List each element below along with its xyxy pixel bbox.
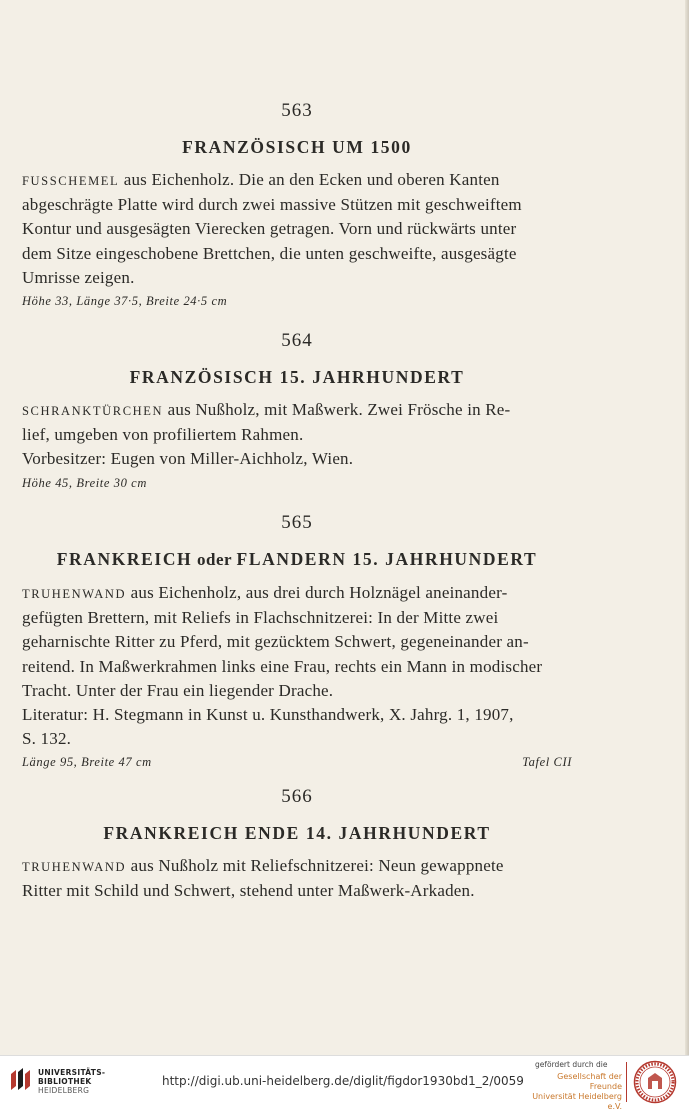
entry-number: 566 xyxy=(281,786,313,807)
description-line: Tracht. Unter der Frau ein liegender Drache. xyxy=(22,680,334,700)
university-library-logo-icon xyxy=(8,1066,34,1094)
sponsor-label: gefördert durch die xyxy=(535,1060,608,1069)
dimensions xyxy=(22,753,572,771)
object-name: TRUHENWAND xyxy=(22,587,127,601)
permalink-url[interactable]: http://digi.ub.uni-heidelberg.de/diglit/figdor1930bd1_2/0059 xyxy=(162,1074,524,1088)
entry-number: 564 xyxy=(281,330,313,351)
object-name: SCHRANKTÜRCHEN xyxy=(22,404,164,418)
dimensions: Höhe 33, Länge 37·5, Breite 24·5 cm xyxy=(22,294,228,309)
description-line: Ritter mit Schild und Schwert, stehend unter Maßwerk-Arkaden. xyxy=(22,881,475,901)
description-line: aus Nußholz, mit Maßwerk. Zwei Frösche in Re- xyxy=(163,400,511,419)
description-line: dem Sitze eingeschobene Brettchen, die unten geschweifte, ausgesägte xyxy=(22,243,517,263)
heading-country: FRANKREICH xyxy=(56,549,193,569)
description-line: reitend. In Maßwerkrahmen links eine Frau, rechts ein Mann in modischer xyxy=(22,656,543,676)
page-edge xyxy=(685,0,689,1055)
entry-563 xyxy=(22,100,572,310)
description-line: Umrisse zeigen. xyxy=(22,267,135,287)
literature-line: Literatur: H. Stegmann in Kunst u. Kunsthandwerk, X. Jahrg. 1, 1907, xyxy=(22,705,514,725)
description-line: aus Nußholz mit Reliefschnitzerei: Neun gewappnete xyxy=(126,856,504,875)
object-name: FUSSCHEMEL xyxy=(22,174,120,188)
entry-566 xyxy=(22,786,572,903)
heading-conjunction: oder xyxy=(192,550,237,569)
sponsor-name xyxy=(530,1072,622,1112)
description-line: lief, umgeben von profiliertem Rahmen. xyxy=(22,425,304,445)
sponsor-line: Gesellschaft der Freunde xyxy=(557,1072,622,1091)
entry-description xyxy=(22,854,572,903)
heading-country-period: FLANDERN 15. JAHRHUNDERT xyxy=(236,549,538,569)
entry-description xyxy=(22,398,572,472)
description-line: Vorbesitzer: Eugen von Miller-Aichholz, Wien. xyxy=(22,449,354,469)
entry-heading xyxy=(22,548,572,571)
library-line: UNIVERSITÄTS- xyxy=(38,1068,106,1077)
entry-heading: FRANZÖSISCH 15. JAHRHUNDERT xyxy=(129,367,465,387)
object-name: TRUHENWAND xyxy=(22,860,127,874)
library-line: HEIDELBERG xyxy=(38,1086,90,1095)
entry-number: 563 xyxy=(281,100,313,121)
description-line: gefügten Brettern, mit Reliefs in Flachschnitzerei: In der Mitte zwei xyxy=(22,608,499,628)
entry-number: 565 xyxy=(281,512,313,533)
description-line: abgeschrägte Platte wird durch zwei massive Stützen mit geschweiftem xyxy=(22,195,522,215)
description-line: aus Eichenholz, aus drei durch Holznägel aneinander- xyxy=(126,583,508,602)
entry-description xyxy=(22,581,572,751)
literature-line: S. 132. xyxy=(22,729,72,749)
entry-description xyxy=(22,168,572,290)
viewer-footer xyxy=(0,1055,689,1111)
entry-heading: FRANKREICH ENDE 14. JAHRHUNDERT xyxy=(103,823,491,843)
plate-reference: Tafel CII xyxy=(522,755,572,770)
library-name xyxy=(38,1068,105,1095)
dimensions-text: Länge 95, Breite 47 cm xyxy=(22,755,152,770)
entry-565 xyxy=(22,512,572,771)
university-seal-icon xyxy=(633,1060,677,1104)
description-line: geharnischte Ritter zu Pferd, mit gezücktem Schwert, gegeneinander an- xyxy=(22,632,529,652)
sponsor-line: Universität Heidelberg e.V. xyxy=(532,1092,622,1111)
footer-divider xyxy=(626,1062,627,1102)
entry-heading: FRANZÖSISCH UM 1500 xyxy=(182,137,412,157)
dimensions: Höhe 45, Breite 30 cm xyxy=(22,475,147,490)
library-line: BIBLIOTHEK xyxy=(38,1077,92,1086)
description-line: aus Eichenholz. Die an den Ecken und oberen Kanten xyxy=(119,170,500,189)
entry-564 xyxy=(22,330,572,492)
description-line: Kontur und ausgesägten Vierecken getragen. Vorn und rückwärts unter xyxy=(22,219,517,239)
